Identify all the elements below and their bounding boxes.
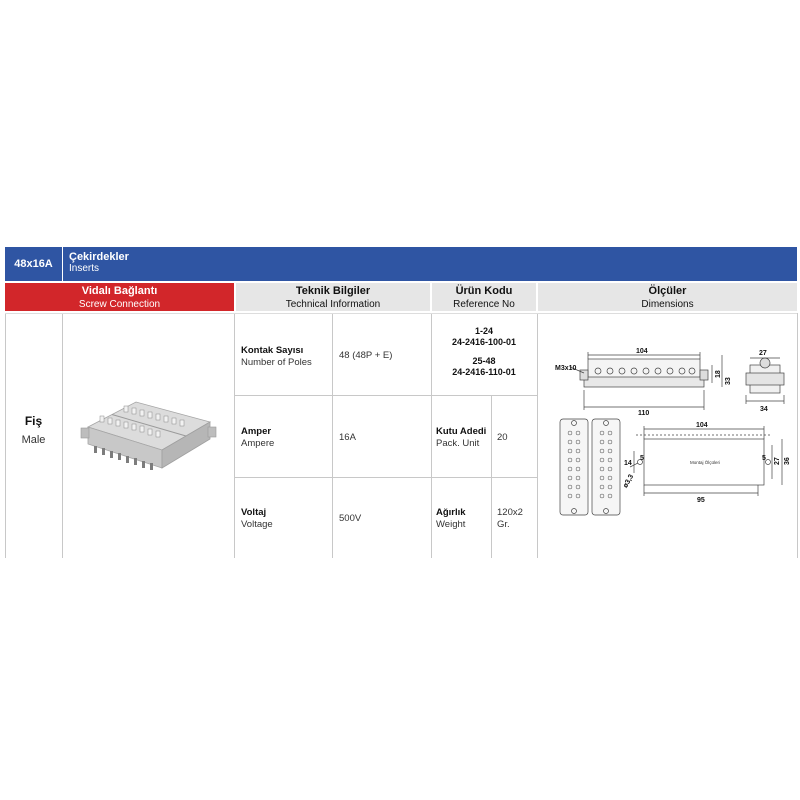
weight-value [497, 507, 523, 531]
insert-code-cell [5, 247, 63, 281]
spec-amper-label-en: Ampere [241, 438, 275, 449]
dim-36: 36 [784, 457, 791, 465]
weight-label [436, 507, 466, 531]
dim-cutout-95: 95 [697, 497, 705, 504]
dim-14: 14 [624, 460, 632, 467]
connection-title-en: Screw Connection [78, 299, 161, 310]
insert-title-tr: Çekirdekler [69, 251, 129, 263]
insert-code: 48x16A [14, 258, 53, 270]
spec-voltage-label [241, 507, 273, 531]
dim-5b: 5 [762, 455, 766, 462]
insert-title-en: Inserts [69, 263, 100, 274]
technical-title-en: Technical Information [285, 299, 381, 310]
insert-title [69, 251, 129, 275]
dim-hole: ø3,3 [622, 473, 636, 490]
weight-unit: Gr. [497, 519, 510, 530]
spec-poles-label-en: Number of Poles [241, 357, 312, 368]
pack-unit-label-tr: Kutu Adedi [436, 426, 487, 437]
reference-code-1: 24-2416-100-01 [451, 337, 517, 347]
column-header-reference [432, 283, 536, 311]
spec-amper-label-tr: Amper [241, 426, 272, 437]
spec-voltage-value: 500V [339, 513, 362, 524]
technical-title-tr: Teknik Bilgiler [295, 285, 371, 297]
spec-amper-label [241, 426, 274, 450]
dim-side-34: 34 [760, 406, 768, 413]
dimensions-title-tr: Ölçüler [648, 285, 687, 297]
dimensions-title-en: Dimensions [641, 299, 694, 310]
spec-voltage-label-tr: Voltaj [241, 507, 267, 518]
spec-poles-label [241, 345, 312, 369]
weight-label-tr: Ağırlık [436, 507, 466, 518]
spec-amper-value: 16A [339, 432, 356, 443]
pack-unit-label-en: Pack. Unit [436, 438, 480, 449]
weight-amount: 120x2 [497, 507, 523, 518]
spec-voltage-label-en: Voltage [241, 519, 273, 530]
dim-height-33: 33 [725, 377, 732, 385]
column-header-dimensions [538, 283, 797, 311]
dim-27: 27 [774, 457, 781, 465]
dim-height-18: 18 [715, 370, 722, 378]
dim-top-width: 104 [636, 348, 648, 355]
reference-range-2: 25-48 [472, 356, 496, 366]
spec-poles-value: 48 (48P + E) [339, 350, 393, 361]
pack-unit-label [436, 426, 486, 450]
reference-title-tr: Ürün Kodu [455, 285, 513, 297]
weight-label-en: Weight [436, 519, 466, 530]
spec-poles-label-tr: Kontak Sayısı [241, 345, 304, 356]
dim-bottom-width: 110 [638, 410, 650, 417]
reference-title-en: Reference No [453, 299, 515, 310]
product-type-tr: Fiş [24, 414, 43, 428]
pack-unit-value: 20 [497, 432, 508, 443]
reference-code-2: 24-2416-110-01 [452, 367, 516, 377]
product-type [5, 412, 62, 450]
dim-5a: 5 [640, 455, 644, 462]
dim-screw: M3x10 [555, 365, 577, 372]
reference-range-1: 1-24 [474, 326, 493, 336]
column-header-connection [5, 283, 234, 311]
reference-codes [431, 326, 537, 378]
dim-cutout-104: 104 [696, 422, 708, 429]
connection-title-tr: Vidalı Bağlantı [81, 285, 158, 297]
product-image [78, 382, 220, 480]
mount-label: Montaj Ölçüleri [690, 460, 721, 465]
product-type-en: Male [21, 434, 46, 446]
column-header-technical [236, 283, 430, 311]
dimension-drawing [540, 315, 796, 555]
dim-side-27: 27 [759, 350, 767, 357]
